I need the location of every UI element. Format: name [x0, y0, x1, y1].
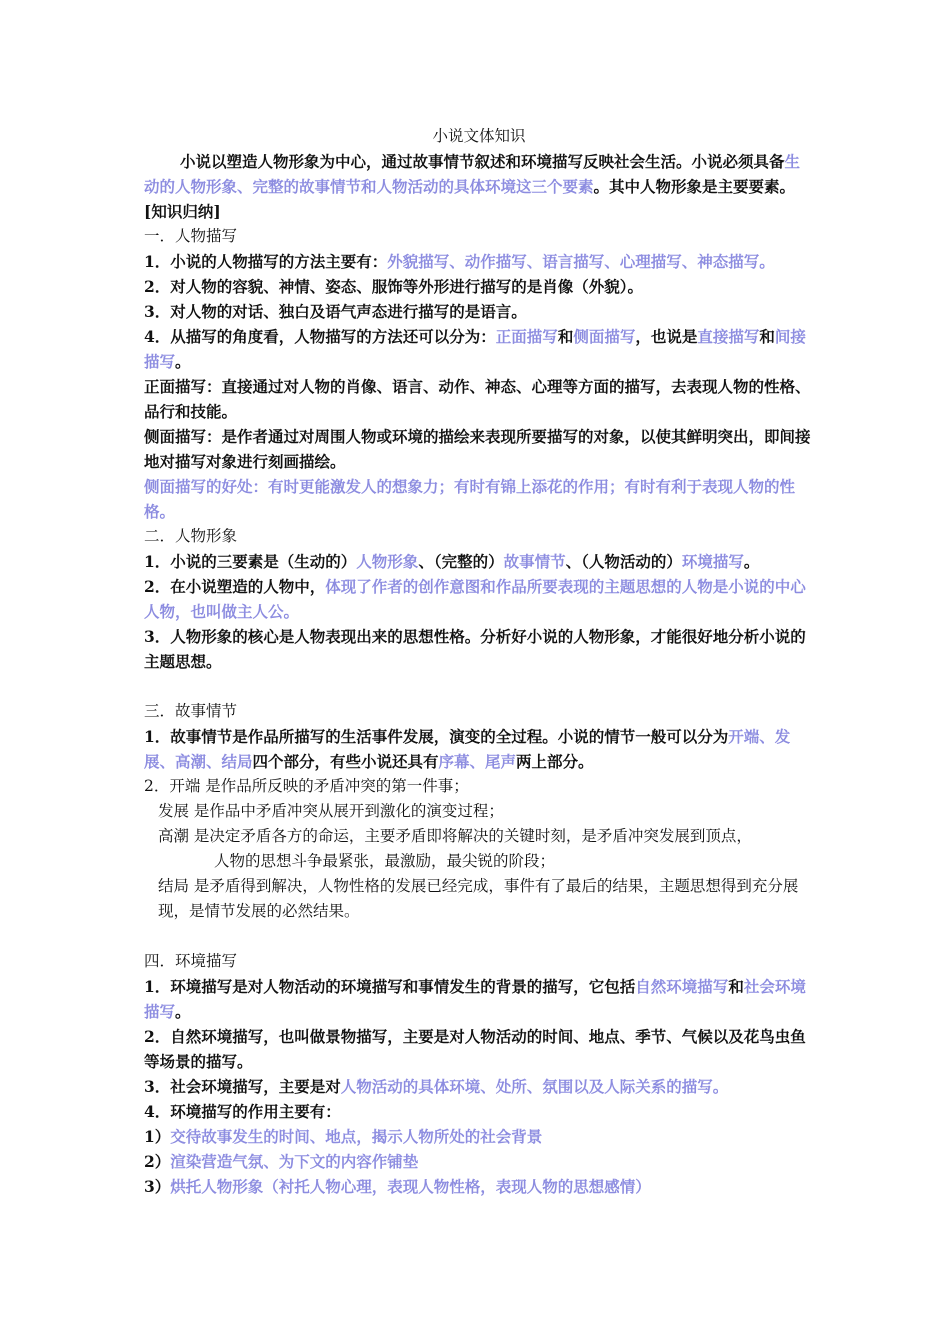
s3-paragraph-4: 高潮 是决定矛盾各方的命运，主要矛盾即将解决的关键时刻，是矛盾冲突发展到顶点， — [158, 827, 752, 845]
s2-p1-highlight-3: 环境描写 — [681, 552, 744, 571]
s4-list-item-2 — [144, 1149, 814, 1174]
s1-paragraph-1 — [144, 249, 814, 274]
s1-p4-text-1: 4．从描写的角度看，人物描写的方法还可以分为： — [144, 327, 496, 346]
s3-p1-text-2: 四个部分，有些小说还具有 — [252, 752, 439, 771]
s2-p1-text-2: 、（完整的） — [418, 552, 504, 571]
s1-p4-highlight-2: 侧面描写 — [573, 327, 636, 346]
s2-p2-highlight: 体现了作者的创作意图和作品所要表现的主题思想的人物是小说的中心人物，也叫做主人公。 — [144, 577, 806, 621]
s4-p1-highlight-1: 自然环境描写 — [635, 977, 729, 996]
s1-p4-text-4: 和 — [759, 327, 775, 346]
s1-p4-text-2: 和 — [557, 327, 574, 346]
knowledge-label: [知识归纳] — [144, 202, 221, 221]
s4-list-item-3 — [144, 1174, 814, 1199]
s2-p1-highlight-1: 人物形象 — [356, 552, 419, 571]
s1-p4-highlight-1: 正面描写 — [495, 327, 558, 346]
s4-p7-highlight: 烘托人物形象（衬托人物心理，表现人物性格，表现人物的思想感情） — [170, 1177, 651, 1196]
s4-p5-highlight: 交待故事发生的时间、地点，揭示人物所处的社会背景 — [170, 1127, 543, 1146]
s3-p1-text-1: 1．故事情节是作品所描写的生活事件发展，演变的全过程。小说的情节一般可以分为 — [144, 727, 729, 746]
s2-p1-highlight-2: 故事情节 — [503, 552, 566, 571]
s3-paragraph-1 — [144, 724, 814, 774]
intro-highlight: 生动的人物形象、完整的故事情节和人物活动的具体环境这三个要素 — [144, 152, 801, 196]
page-title: 小说文体知识 — [432, 127, 526, 145]
s4-paragraph-1 — [144, 974, 814, 1024]
s3-paragraph-2: 2．开端 是作品所反映的矛盾冲突的第一件事； — [144, 777, 469, 795]
s3-p1-text-3: 两上部分。 — [516, 752, 594, 771]
s3-p1-highlight-1: 开端、发展、高潮、结局 — [144, 727, 791, 771]
s1-p1-highlight: 外貌描写、动作描写、语言描写、心理描写、神态描写。 — [387, 252, 775, 271]
s3-p1-highlight-2: 序幕、尾声 — [438, 752, 517, 771]
s4-paragraph-4: 4．环境描写的作用主要有： — [144, 1102, 341, 1121]
s2-p2-text: 2．在小说塑造的人物中， — [144, 577, 326, 596]
section-3-heading: 三．故事情节 — [144, 702, 238, 720]
s2-paragraph-1 — [144, 549, 814, 574]
s2-p1-text-4: 。 — [743, 552, 760, 571]
s1-paragraph-3: 3．对人物的对话、独白及语气声态进行描写的是语言。 — [144, 302, 527, 321]
s4-p3-highlight: 人物活动的具体环境、处所、氛围以及人际关系的描写。 — [340, 1077, 729, 1096]
s1-paragraph-4 — [144, 324, 814, 374]
s4-p1-text-2: 和 — [728, 977, 744, 996]
s2-paragraph-3: 3．人物形象的核心是人物表现出来的思想性格。分析好小说的人物形象，才能很好地分析小说的主题思想。 — [144, 627, 806, 671]
document-page — [144, 124, 814, 1199]
s1-p4-text-5: 。 — [175, 352, 191, 371]
s1-paragraph-6: 侧面描写：是作者通过对周围人物或环境的描绘来表现所要描写的对象，以使其鲜明突出，即间接地对描写对象进行刻画描绘。 — [144, 427, 811, 471]
s4-p5-number: 1） — [144, 1127, 171, 1146]
section-4-heading: 四．环境描写 — [144, 952, 238, 970]
s4-p6-number: 2） — [144, 1152, 171, 1171]
section-2-heading: 二．人物形象 — [144, 527, 238, 545]
s3-paragraph-5: 人物的思想斗争最紧张，最激励，最尖锐的阶段； — [214, 852, 556, 870]
section-1-heading: 一．人物描写 — [144, 227, 238, 245]
s1-p4-highlight-4: 间接描写 — [144, 327, 806, 371]
intro-text-1: 小说以塑造人物形象为中心，通过故事情节叙述和环境描写反映社会生活。小说必须具备 — [180, 152, 785, 171]
s4-p3-text: 3．社会环境描写，主要是对 — [144, 1077, 341, 1096]
s4-paragraph-2: 2．自然环境描写，也叫做景物描写，主要是对人物活动的时间、地点、季节、气候以及花鸟虫鱼等场景的描写。 — [144, 1027, 806, 1071]
s1-p4-text-3: ，也说是 — [635, 327, 698, 346]
s3-paragraph-3: 发展 是作品中矛盾冲突从展开到激化的演变过程； — [158, 802, 504, 820]
s1-paragraph-7: 侧面描写的好处：有时更能激发人的想象力；有时有锦上添花的作用；有时有利于表现人物的性格。 — [144, 477, 796, 521]
s4-paragraph-3 — [144, 1074, 814, 1099]
s4-p6-highlight: 渲染营造气氛、为下文的内容作铺垫 — [170, 1152, 419, 1171]
s2-paragraph-2 — [144, 574, 814, 624]
s2-p1-text-1: 1．小说的三要素是（生动的） — [144, 552, 357, 571]
intro-text-2: 。其中人物形象是主要要素。 — [593, 177, 796, 196]
spacer — [144, 674, 814, 699]
s2-p1-text-3: 、（人物活动的） — [565, 552, 682, 571]
s1-p1-text: 1．小说的人物描写的方法主要有： — [144, 252, 388, 271]
s4-p1-text-3: 。 — [175, 1002, 191, 1021]
s1-paragraph-5: 正面描写：直接通过对人物的肖像、语言、动作、神态、心理等方面的描写，去表现人物的性格、品行和技能。 — [144, 377, 811, 421]
s1-paragraph-2: 2．对人物的容貌、神情、姿态、服饰等外形进行描写的是肖像（外貌）。 — [144, 277, 644, 296]
intro-paragraph — [144, 149, 814, 199]
s4-p1-highlight-2: 社会环境描写 — [144, 977, 806, 1021]
s4-p7-number: 3） — [144, 1177, 171, 1196]
s3-paragraph-6: 结局 是矛盾得到解决，人物性格的发展已经完成，事件有了最后的结果，主题思想得到充分展现，是情节发展的必然结果。 — [158, 877, 799, 920]
s4-p1-text-1: 1．环境描写是对人物活动的环境描写和事情发生的背景的描写，它包括 — [144, 977, 636, 996]
spacer — [144, 924, 814, 949]
s4-list-item-1 — [144, 1124, 814, 1149]
s1-p4-highlight-3: 直接描写 — [697, 327, 760, 346]
